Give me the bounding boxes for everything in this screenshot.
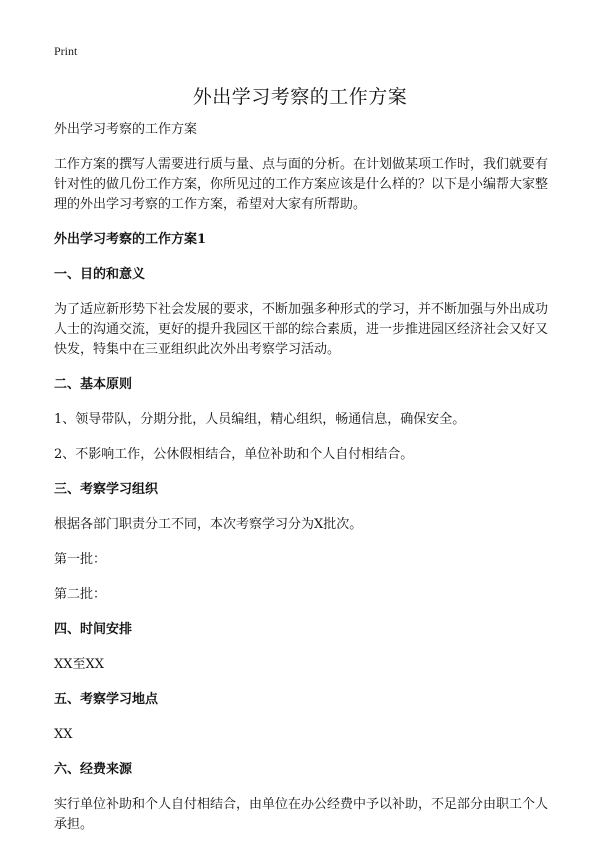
- section-title: 外出学习考察的工作方案1: [54, 232, 207, 247]
- document-body: [54, 120, 554, 850]
- paragraph-schedule: XX至XX: [54, 657, 105, 672]
- heading-funding: 六、经费来源: [54, 762, 133, 777]
- paragraph-batch-1: 第一批：: [54, 552, 107, 567]
- heading-schedule: 四、时间安排: [54, 622, 133, 637]
- heading-location: 五、考察学习地点: [54, 692, 159, 707]
- paragraph-batch-2: 第二批：: [54, 587, 107, 602]
- print-link[interactable]: Print: [54, 44, 78, 58]
- heading-purpose: 一、目的和意义: [54, 267, 146, 282]
- paragraph-organization: 根据各部门职责分工不同，本次考察学习分为X批次。: [54, 517, 363, 532]
- paragraph-principle-1: 1、领导带队，分期分批，人员编组，精心组织，畅通信息，确保安全。: [54, 412, 466, 427]
- doc-subtitle: 外出学习考察的工作方案: [54, 122, 198, 137]
- intro-paragraph: 工作方案的撰写人需要进行质与量、点与面的分析。在计划做某项工作时，我们就要有针对性的做几份工作方案，你所见过的工作方案应该是什么样的？以下是小编帮大家整理的外出学习考察的工作方案，希望对大家有所帮助。: [54, 157, 549, 212]
- page-title: 外出学习考察的工作方案: [192, 86, 408, 108]
- paragraph-location: XX: [54, 727, 73, 742]
- paragraph-purpose: 为了适应新形势下社会发展的要求，不断加强多种形式的学习，并不断加强与外出成功人士的沟通交流，更好的提升我园区干部的综合素质，进一步推进园区经济社会又好又快发，特集中在三亚组织此次外出考察学习活动。: [54, 302, 549, 357]
- paragraph-principle-2: 2、不影响工作，公休假相结合，单位补助和个人自付相结合。: [54, 447, 414, 462]
- paragraph-funding: 实行单位补助和个人自付相结合，由单位在办公经费中予以补助，不足部分由职工个人承担。: [54, 797, 549, 832]
- heading-organization: 三、考察学习组织: [54, 482, 159, 497]
- heading-principles: 二、基本原则: [54, 377, 133, 392]
